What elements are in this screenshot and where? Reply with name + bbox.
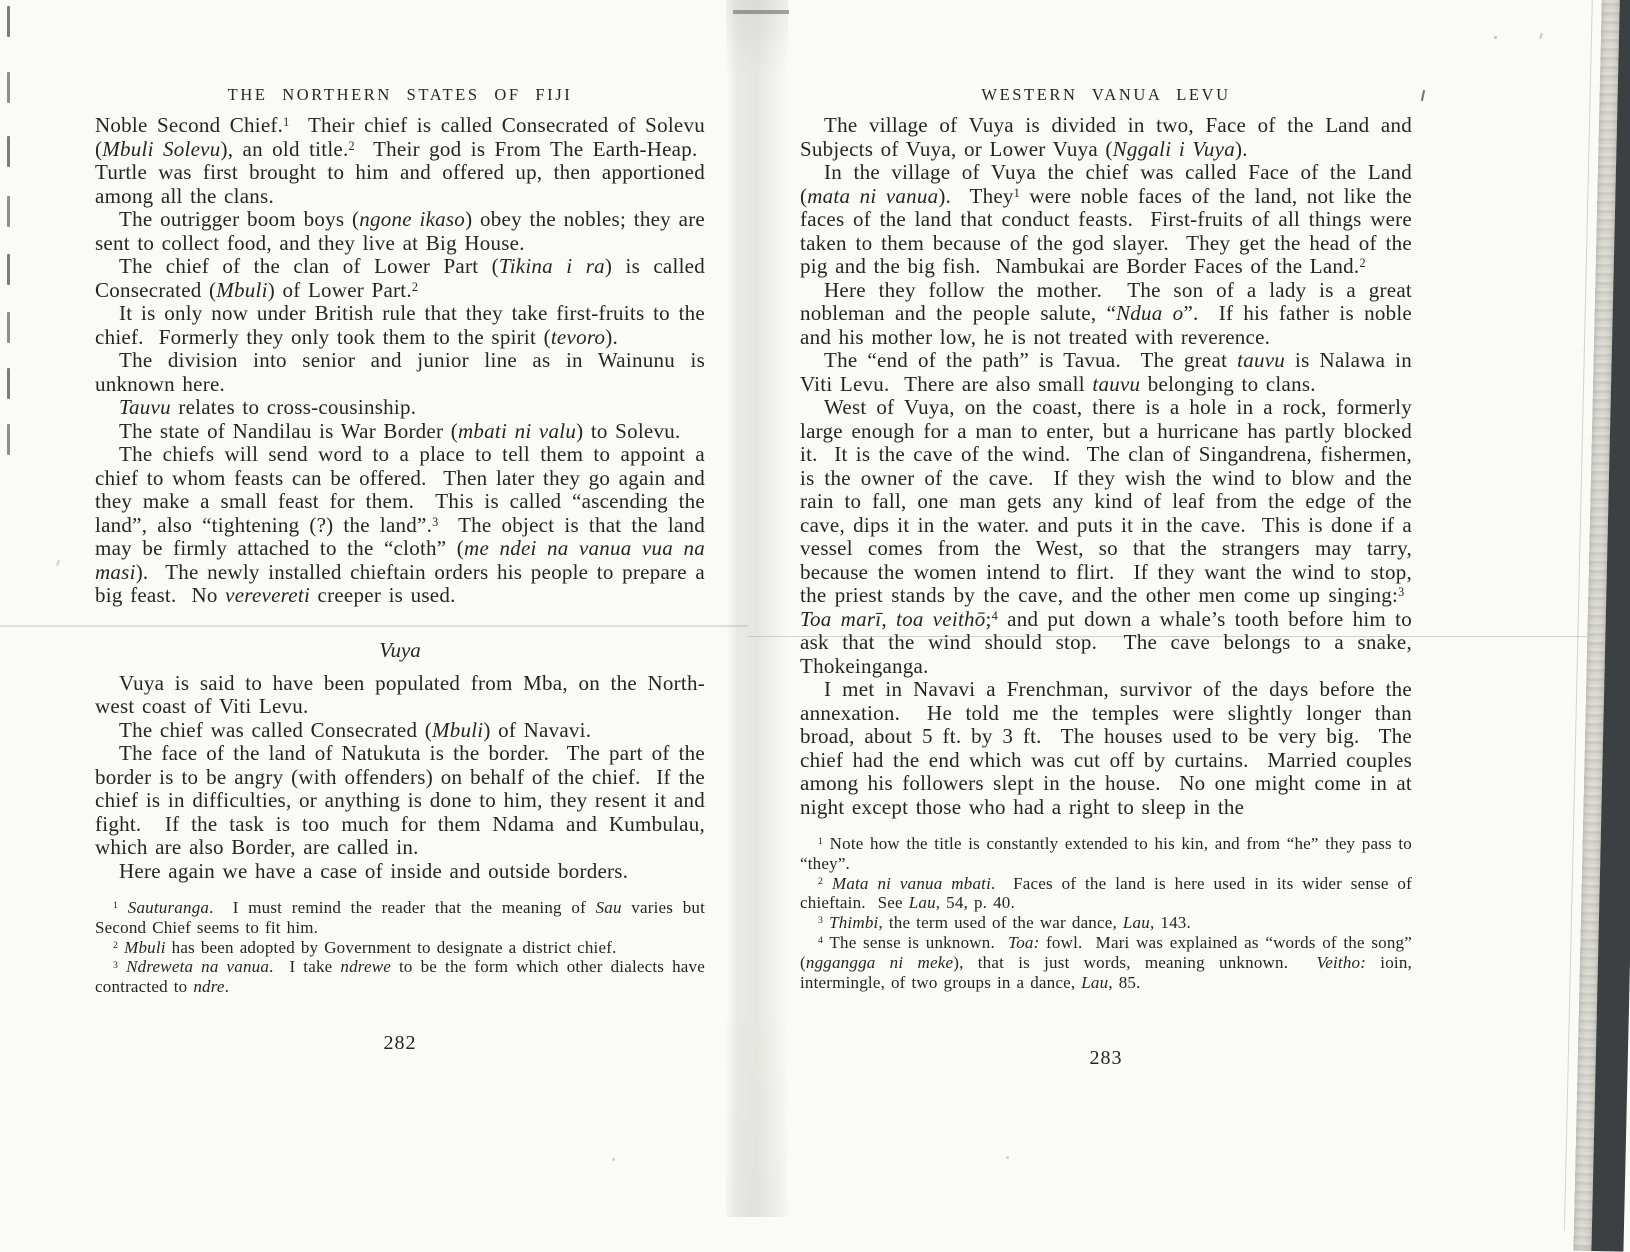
binding-tick-mark xyxy=(7,312,10,343)
paragraph: The outrigger boom boys (ngone ikaso) obey the nobles; they are sent to collect food, and they live at Big House. xyxy=(95,207,706,255)
paragraph: The chiefs will send word to a place to tell them to appoint a chief to whom feasts can be offered. Then later they go again and they make a small feast for them. This is called “ascending the land”, also “tightening (?) the land”.$^3$ The object is that the land may be firmly attached to the “cloth” (me ndei na vanua vua na masi). The newly installed chieftain orders his people to prepare a big feast. No verevereti creeper is used. xyxy=(95,442,705,607)
paragraph: The state of Nandilau is War Border (mbati ni valu) to Solevu. xyxy=(119,418,681,443)
paragraph: Here they follow the mother. The son of a lady is a great nobleman and the people salute, “Ndua o”. If his father is noble and his mother low, he is not treated with reverence. xyxy=(800,277,1412,349)
paragraph: The “end of the path” is Tavua. The great tauvu is Nalawa in Viti Levu. There are also small tauvu belonging to clans. xyxy=(800,348,1412,396)
paragraph: West of Vuya, on the coast, there is a hole in a rock, formerly large enough for a man to enter, but a hurricane has partly blocked it. It is the cave of the wind. The clan of Singandrena, fishermen, is the owner of the cave. If they wish the wind to blow and the rain to fall, one man gets any kind of leaf from the edge of the cave, dips it in the water. and puts it in the cave. This is done if a vessel comes from the West, so that the strangers may tarry, because the women intend to flirt. If they want the wind to stop, the priest stands by the cave, and the other men come up singing:$^3$ Toa marī, toa veithō;$^4$ and put down a whale’s tooth before him to ask that the wind should stop. The cave belongs to a snake, Thokeinganga. xyxy=(800,395,1412,678)
page-number-left: 282 xyxy=(383,1032,417,1054)
scan-speck xyxy=(1006,1156,1009,1159)
gutter-shadow xyxy=(726,0,788,1217)
right-footnotes xyxy=(800,834,1412,992)
paragraph: Here again we have a case of inside and outside borders. xyxy=(119,858,629,883)
binding-tick-mark xyxy=(7,72,10,103)
left-page xyxy=(95,85,705,1055)
running-head-right: WESTERN VANUA LEVU xyxy=(981,85,1231,104)
binding-tick-mark xyxy=(7,6,10,37)
paragraph: The chief was called Consecrated (Mbuli) of Navavi. xyxy=(119,717,592,742)
scan-speck xyxy=(1539,33,1543,39)
footnote: $^3$ Ndreweta na vanua. I take ndrewe to be the form which other dialects have contracted to ndre. xyxy=(95,957,705,997)
footnote: $^2$ Mbuli has been adopted by Government to designate a district chief. xyxy=(113,937,617,957)
paragraph: In the village of Vuya the chief was called Face of the Land (mata ni vanua). They$^1$ were noble faces of the land, not like the faces of the land that conduct feasts. First-fruits of all things were taken to them because of the god slayer. They get the head of the pig and the big fish. Nambukai are Border Faces of the Land.$^2$ xyxy=(800,160,1412,278)
binding-tick-mark xyxy=(7,424,10,455)
right-body xyxy=(800,114,1412,819)
footnote: $^4$ The sense is unknown. Toa: fowl. Mari was explained as “words of the song” (nggangga ni meke), that is just words, meaning unknown. Veitho: ioin, intermingle, of two groups in a dance, Lau, 85. xyxy=(800,932,1412,992)
paragraph: The division into senior and junior line as in Wainunu is unknown here. xyxy=(95,348,705,396)
left-footnotes xyxy=(95,898,705,997)
scan-speck xyxy=(1494,36,1497,39)
section-heading-vuya: Vuya xyxy=(379,637,421,662)
paragraph: The face of the land of Natukuta is the border. The part of the border is to be angry (with offenders) on behalf of the chief. If the chief is in difficulties, or anything is done to him, they resent it and fight. If the task is too much for them Ndama and Kumbulau, which are also Border, are called in. xyxy=(95,741,705,859)
binding-tick-mark xyxy=(7,368,10,399)
left-body-top xyxy=(95,114,705,608)
footnote: $^1$ Sauturanga. I must remind the reader that the meaning of Sau varies but Second Chief seems to fit him. xyxy=(95,898,706,937)
scan-speck xyxy=(612,1158,615,1161)
gutter-top-mark xyxy=(733,10,789,14)
right-page xyxy=(800,85,1412,1070)
left-body-bottom xyxy=(95,672,705,884)
running-head-left: THE NORTHERN STATES OF FIJI xyxy=(227,85,573,104)
paragraph: The chief of the clan of Lower Part (Tikina i ra) is called Consecrated (Mbuli) of Lower Part.$^2$ xyxy=(95,254,705,302)
paragraph: Noble Second Chief.$^1$ Their chief is called Consecrated of Solevu (Mbuli Solevu), an old title.$^2$ Their god is From The Earth-Heap. Turtle was first brought to him and offered up, then apportioned among all the clans. xyxy=(95,113,706,208)
paragraph: The village of Vuya is divided in two, Face of the Land and Subjects of Vuya, or Lower Vuya (Nggali i Vuya). xyxy=(800,113,1412,161)
binding-tick-mark xyxy=(7,196,10,227)
footnote: $^3$ Thimbi, the term used of the war dance, Lau, 143. xyxy=(818,913,1191,933)
footnote: $^2$ Mata ni vanua mbati. Faces of the land is here used in its wider sense of chieftain. See Lau, 54, p. 40. xyxy=(800,873,1412,913)
scan-speck xyxy=(56,560,60,566)
paragraph: Vuya is said to have been populated from Mba, on the North-west coast of Viti Levu. xyxy=(95,670,705,718)
binding-tick-mark xyxy=(7,136,10,167)
paragraph: Tauvu relates to cross-cousinship. xyxy=(119,395,417,419)
paragraph: I met in Navavi a Frenchman, survivor of the days before the annexation. He told me the temples were slightly longer than broad, about 5 ft. by 3 ft. The houses used to be very big. The chief had the end which was cut off by curtains. Married couples among his followers slept in the house. No one might come in at night except those who had a right to sleep in the xyxy=(800,677,1412,819)
paragraph: It is only now under British rule that they take first-fruits to the chief. Formerly they only took them to the spirit (tevoro). xyxy=(95,301,705,349)
book-edge xyxy=(1573,0,1630,1252)
binding-tick-mark xyxy=(7,254,10,285)
scan-speck xyxy=(1421,90,1425,101)
footnote: $^1$ Note how the title is constantly extended to his kin, and from “he” they pass to “they”. xyxy=(800,834,1412,873)
page-number-right: 283 xyxy=(1089,1047,1123,1069)
